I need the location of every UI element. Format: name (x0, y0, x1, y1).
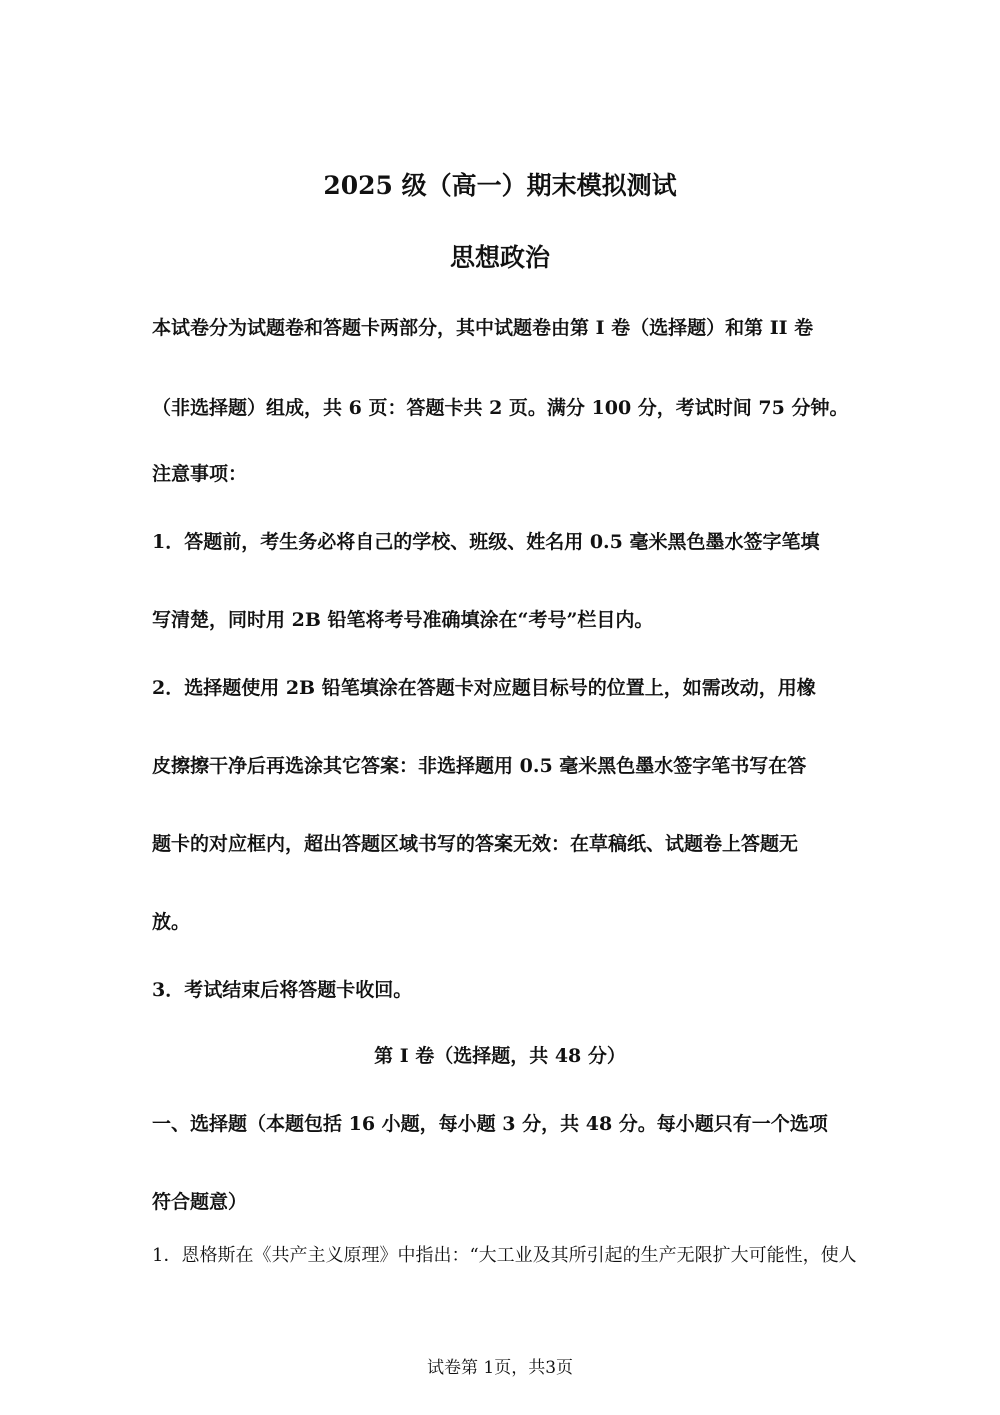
notice-line-3: 2．选择题使用 2B 铅笔填涂在答题卡对应题目标号的位置上，如需改动，用橡 (152, 677, 816, 699)
intro-line-2: （非选择题）组成，共 6 页：答题卡共 2 页。满分 100 分，考试时间 75 分钟。 (152, 397, 849, 419)
section-title: 第 I 卷（选择题，共 48 分） (374, 1045, 626, 1067)
page-footer: 试卷第 1页，共3页 (426, 1358, 574, 1378)
notice-line-4: 皮擦擦干净后再选涂其它答案：非选择题用 0.5 毫米黑色墨水签字笔书写在答 (152, 755, 807, 777)
part-one-line-2: 符合题意） (152, 1191, 248, 1213)
notice-heading: 注意事项： (152, 463, 248, 485)
notice-line-7: 3．考试结束后将答题卡收回。 (152, 979, 413, 1001)
question-1: 1．恩格斯在《共产主义原理》中指出：“大工业及其所引起的生产无限扩大可能性，使人 (152, 1245, 857, 1266)
exam-title: 2025 级（高一）期末模拟测试 (323, 171, 677, 200)
part-one-line-1: 一、选择题（本题包括 16 小题，每小题 3 分，共 48 分。每小题只有一个选项 (152, 1113, 828, 1135)
intro-line-1: 本试卷分为试题卷和答题卡两部分，其中试题卷由第 I 卷（选择题）和第 II 卷 (152, 317, 814, 339)
notice-line-5: 题卡的对应框内，超出答题区域书写的答案无效：在草稿纸、试题卷上答题无 (152, 833, 799, 855)
notice-line-2: 写清楚，同时用 2B 铅笔将考号准确填涂在“考号”栏目内。 (152, 609, 654, 631)
subject-title: 思想政治 (449, 243, 550, 272)
notice-line-1: 1．答题前，考生务必将自己的学校、班级、姓名用 0.5 毫米黑色墨水签字笔填 (152, 531, 820, 553)
notice-line-6: 放。 (152, 911, 191, 933)
